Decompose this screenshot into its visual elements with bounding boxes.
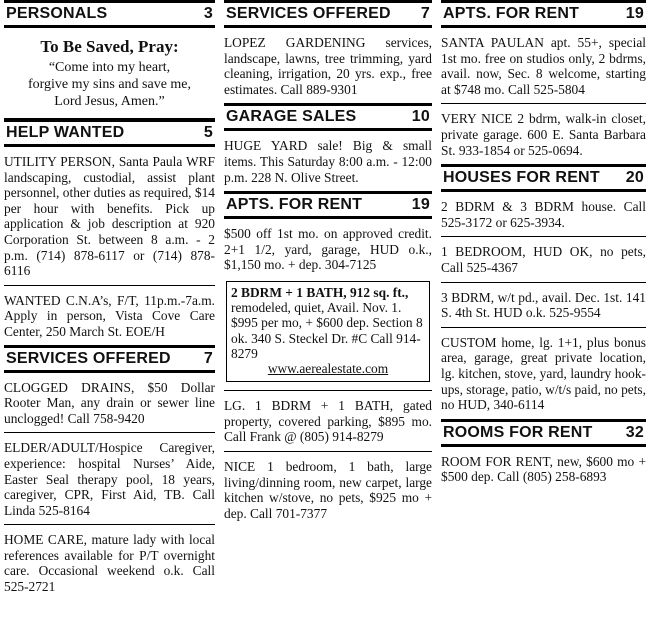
section-number: 5 xyxy=(203,124,213,141)
section-title: APTS. FOR RENT xyxy=(226,196,363,214)
classified-ad xyxy=(4,286,215,345)
website-link[interactable]: www.aerealestate.com xyxy=(267,360,389,376)
section-header-apts-for-rent xyxy=(441,0,646,28)
classified-ad xyxy=(441,328,646,419)
ad-text: CUSTOM home, lg. 1+1, plus bonus area, garage, great private location, lg. kitchen, stove, yard, laundry hook-ups, storage, patio, w/t/s paid, no pets, no HUD, 340-6114 xyxy=(441,334,646,413)
section-title: SERVICES OFFERED xyxy=(6,349,171,367)
ad-text: HUGE YARD sale! Big & small items. This Saturday 8:00 a.m. - 12:00 p.m. 228 N. Olive Street. xyxy=(224,138,432,185)
section-number: 10 xyxy=(411,108,430,126)
ad-text: LOPEZ GARDENING services, landscape, lawns, tree trimming, yard cleaning, irrigation, 20 yrs. exp., free estimates. Call 889-9301 xyxy=(224,35,432,97)
classified-ad xyxy=(4,433,215,525)
boxed-ad-headline: 2 BDRM + 1 BATH, 912 sq. ft., xyxy=(231,284,409,300)
section-title: PERSONALS xyxy=(6,5,108,22)
classified-ad xyxy=(224,28,432,103)
section-header-help-wanted xyxy=(4,119,215,147)
section-header-services-offered xyxy=(4,345,215,373)
section-title: HELP WANTED xyxy=(6,124,125,141)
classified-ad xyxy=(441,237,646,282)
ad-text: NICE 1 bedroom, 1 bath, large living/dinning room, new carpet, large kitchen w/stove, no pets, $925 mo + dep. Call 701-7377 xyxy=(224,458,432,521)
section-number: 32 xyxy=(625,423,644,441)
ad-text: SANTA PAULAN apt. 55+, special 1st mo. free on studios only, 2 bdrms, avail. now, Sec. 8 welcome, starting at $748 mo. Call 525-5804 xyxy=(441,35,646,97)
ad-text: HOME CARE, mature lady with local references available for P/T overnight care. Occasional weekend o.k. Call 525-2721 xyxy=(4,532,215,595)
classified-ad xyxy=(441,192,646,237)
ad-text: VERY NICE 2 bdrm, walk-in closet, private garage. 600 E. Santa Barbara St. 933-1854 or 525-0694. xyxy=(441,111,646,158)
ad-text: ROOM FOR RENT, new, $600 mo + $500 dep. Call (805) 258-6893 xyxy=(441,453,646,485)
ad-text: 3 BDRM, w/t pd., avail. Dec. 1st. 141 S. 4th St. HUD o.k. 525-9554 xyxy=(441,289,646,321)
classified-ad xyxy=(4,147,215,286)
ad-text: LG. 1 BDRM + 1 BATH, gated property, covered parking, $895 mo. Call Frank @ (805) 914-8279 xyxy=(224,398,432,445)
classified-ad xyxy=(441,28,646,104)
section-number: 3 xyxy=(203,5,213,22)
section-header-garage-sales xyxy=(224,103,432,131)
section-header-services-offered xyxy=(224,0,432,28)
section-number: 7 xyxy=(420,5,430,22)
ad-text: 1 BEDROOM, HUD OK, no pets, Call 525-4367 xyxy=(441,244,646,275)
section-header-apts-for-rent xyxy=(224,191,432,219)
column-3 xyxy=(441,0,646,491)
section-number: 19 xyxy=(625,5,644,22)
section-title: ROOMS FOR RENT xyxy=(443,423,593,441)
section-title: HOUSES FOR RENT xyxy=(443,169,600,187)
prayer-line: Lord Jesus, Amen.” xyxy=(54,94,165,109)
column-1 xyxy=(4,0,215,601)
classified-ad xyxy=(441,447,646,491)
prayer-line: forgive my sins and save me, xyxy=(27,77,192,92)
classified-ad xyxy=(441,104,646,164)
ad-text: ELDER/ADULT/Hospice Caregiver, experience: hospital Nurses’ Aide, Easter Seal therapy pool, 18 years, caregiver, CPR, First Aid, TB. Call Linda 525-8164 xyxy=(4,440,215,518)
section-header-houses-for-rent xyxy=(441,164,646,192)
section-header-personals xyxy=(4,0,215,28)
boxed-ad-body: remodeled, quiet, Avail. Nov. 1. $995 per mo, + $600 dep. Section 8 ok. 340 S. Steckel Dr. #C Call 914-8279 xyxy=(231,300,423,361)
section-number: 7 xyxy=(203,349,213,367)
section-header-rooms-for-rent xyxy=(441,419,646,447)
classified-ad xyxy=(4,373,215,434)
classified-ad xyxy=(224,390,432,452)
section-title: APTS. FOR RENT xyxy=(443,5,580,22)
section-title: SERVICES OFFERED xyxy=(226,5,391,22)
ad-text: CLOGGED DRAINS, $50 Dollar Rooter Man, any drain or sewer line unclogged! Call 758-9420 xyxy=(4,379,215,426)
section-number: 19 xyxy=(411,196,430,214)
section-title: GARAGE SALES xyxy=(226,108,357,126)
prayer-line: “Come into my heart, xyxy=(48,60,171,75)
classified-ad xyxy=(224,131,432,191)
column-2 xyxy=(224,0,432,527)
ad-text: $500 off 1st mo. on approved credit. 2+1 1/2, yard, garage, HUD o.k., $1,150 mo. + dep. 304-7125 xyxy=(224,226,432,273)
classified-ad xyxy=(4,525,215,600)
ad-text: UTILITY PERSON, Santa Paula WRF landscaping, custodial, assist plant personnel, other duties as required, $14 per hour with benefits. Pick up application & job description at 920 Corporation St. between 8 a.m. - 2 p.m. (714) 878-6117 or (714) 878-6116 xyxy=(4,154,215,279)
boxed-ad xyxy=(226,281,430,382)
classified-ad xyxy=(224,219,432,273)
classified-ad xyxy=(224,452,432,527)
prayer-title: To Be Saved, Pray: xyxy=(40,37,179,56)
classified-ad xyxy=(441,283,646,328)
ad-text: 2 BDRM & 3 BDRM house. Call 525-3172 or 625-3934. xyxy=(441,199,646,230)
section-number: 20 xyxy=(625,169,644,187)
ad-text: WANTED C.N.A’s, F/T, 11p.m.-7a.m. Apply in person, Vista Cove Care Center, 250 March St. EOE/H xyxy=(4,292,215,339)
prayer-ad xyxy=(4,28,215,119)
